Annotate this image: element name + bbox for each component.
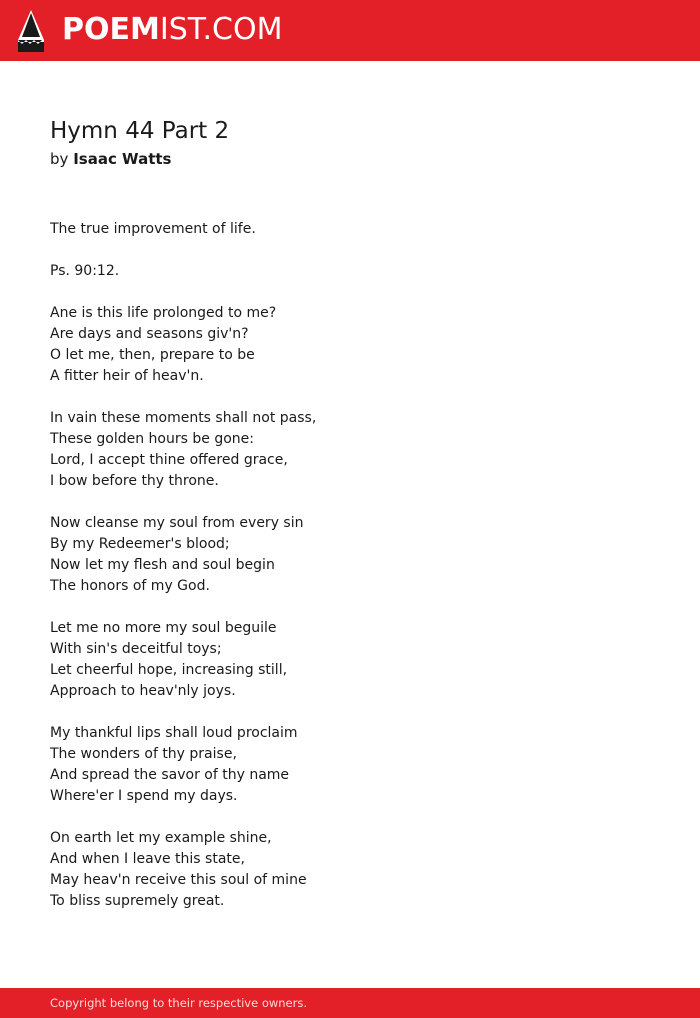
poem-line: Lord, I accept thine offered grace, — [50, 452, 288, 468]
poem-line: On earth let my example shine, — [50, 830, 272, 846]
stanza — [50, 408, 316, 492]
poem-line: Ane is this life prolonged to me? — [50, 305, 277, 321]
poem-line: My thankful lips shall loud proclaim — [50, 725, 298, 741]
poem-line: The wonders of thy praise, — [50, 746, 237, 762]
poem-line: I bow before thy throne. — [50, 473, 219, 489]
poem-body — [50, 219, 316, 912]
stanza-gap — [50, 702, 316, 723]
poem-line: Now cleanse my soul from every sin — [50, 515, 304, 531]
stanza — [50, 723, 316, 807]
poem-author: Isaac Watts — [73, 150, 172, 168]
poem-line: May heav'n receive this soul of mine — [50, 872, 307, 888]
poem-line: The honors of my God. — [50, 578, 210, 594]
stanza-gap — [50, 807, 316, 828]
poem-line: And when I leave this state, — [50, 851, 245, 867]
stanza-gap — [50, 387, 316, 408]
poem-line: Let cheerful hope, increasing still, — [50, 662, 288, 678]
poem-line: With sin's deceitful toys; — [50, 641, 222, 657]
poem-byline — [50, 149, 171, 169]
logo-light-text: IST.COM — [159, 12, 283, 47]
stanza-gap — [50, 597, 316, 618]
copyright-text: Copyright belong to their respective owners. — [50, 996, 308, 1010]
poem-line: Where'er I spend my days. — [50, 788, 238, 804]
stanza — [50, 219, 316, 240]
poem-line: Let me no more my soul beguile — [50, 620, 277, 636]
poem-line: These golden hours be gone: — [50, 431, 254, 447]
poem-line: Ps. 90:12. — [50, 263, 120, 279]
stanza-gap — [50, 240, 316, 261]
stanza-gap — [50, 282, 316, 303]
logo-bold-text: POEM — [62, 12, 160, 47]
stanza — [50, 618, 316, 702]
site-header — [0, 0, 700, 61]
poem-line: By my Redeemer's blood; — [50, 536, 230, 552]
pencil-logo-icon[interactable] — [18, 10, 44, 52]
site-footer — [0, 988, 700, 1018]
poem-line: A fitter heir of heav'n. — [50, 368, 204, 384]
poem-line: O let me, then, prepare to be — [50, 347, 255, 363]
poem-title: Hymn 44 Part 2 — [50, 118, 230, 144]
poem-line: Now let my flesh and soul begin — [50, 557, 275, 573]
site-logo[interactable] — [62, 12, 282, 48]
poem-line: Are days and seasons giv'n? — [50, 326, 249, 342]
stanza-gap — [50, 492, 316, 513]
poem-line: Approach to heav'nly joys. — [50, 683, 236, 699]
poem-line: And spread the savor of thy name — [50, 767, 290, 783]
stanza — [50, 261, 316, 282]
stanza — [50, 828, 316, 912]
poem-line: In vain these moments shall not pass, — [50, 410, 317, 426]
stanza — [50, 303, 316, 387]
stanza — [50, 513, 316, 597]
by-label: by — [50, 150, 69, 168]
poem-line: The true improvement of life. — [50, 221, 256, 237]
poem-line: To bliss supremely great. — [50, 893, 225, 909]
